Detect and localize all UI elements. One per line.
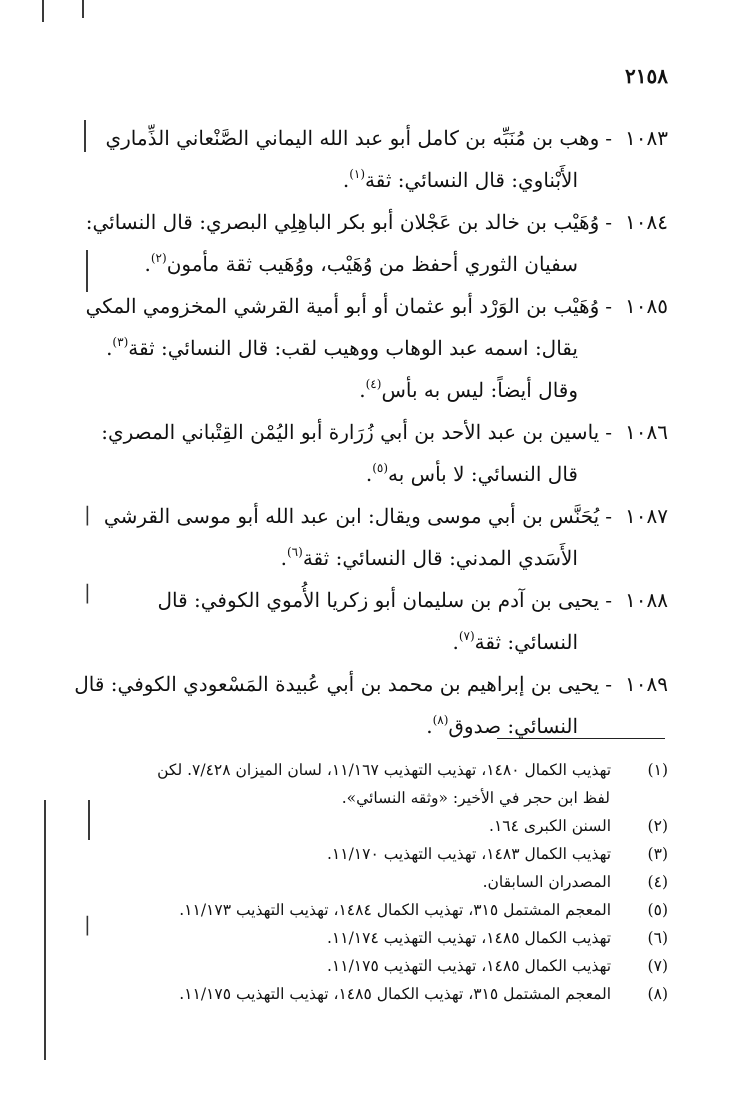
entry-text: النسائي: ثقة — [474, 630, 578, 654]
footnote-separator — [497, 738, 665, 739]
footnote — [0, 924, 668, 952]
entry-tail: . — [342, 168, 350, 192]
entry-text: قال النسائي: لا بأس به — [388, 462, 578, 486]
entry — [0, 414, 668, 492]
footnote-ref: (٨) — [432, 713, 449, 727]
entry — [0, 120, 668, 198]
entry — [0, 666, 668, 744]
entry-tail: . — [280, 546, 287, 570]
entry-number: ١٠٨٨ — [625, 588, 668, 612]
entry-text: يقال: اسمه عبد الوهاب ووهيب لقب: قال النسائي: ثقة — [128, 336, 578, 360]
entry-text: سفيان الثوري أحفظ من وُهَيْب، ووُهَيب ثقة مأمون — [166, 252, 578, 276]
entry-text: الأَبْناوي: قال النسائي: ثقة — [365, 168, 578, 192]
footnote-label: (١) — [647, 761, 668, 779]
entry-dash: - — [605, 126, 612, 150]
entry-tail: . — [426, 714, 433, 738]
entry-number: ١٠٨٥ — [625, 294, 668, 318]
footnote — [0, 952, 668, 980]
entry-text: النسائي: صدوق — [448, 714, 578, 738]
entry-tail: . — [359, 378, 366, 402]
entry-tail: . — [144, 252, 151, 276]
entry-line — [0, 618, 668, 660]
left-margin-line-top — [42, 0, 44, 22]
footnote-ref: (٦) — [286, 545, 303, 559]
footnote-text: تهذيب الكمال ١٤٨٣، تهذيب التهذيب ١١/١٧٠. — [326, 845, 612, 863]
footnote-text: المعجم المشتمل ٣١٥، تهذيب الكمال ١٤٨٤، تهذيب التهذيب ١١/١٧٣. — [179, 901, 612, 919]
entry-text: يحيى بن آدم بن سليمان أبو زكريا الأُموي الكوفي: قال — [157, 588, 600, 612]
entry-line — [0, 450, 668, 492]
footnote-text: تهذيب الكمال ١٤٨٥، تهذيب التهذيب ١١/١٧٥. — [326, 957, 612, 975]
entry-text: وقال أيضاً: ليس به بأس — [381, 378, 578, 402]
entry-tail: . — [452, 630, 459, 654]
entry-line — [0, 120, 668, 156]
entry — [0, 204, 668, 282]
footnote — [0, 868, 668, 896]
entry-tail: . — [365, 462, 373, 486]
right-margin-line-top — [82, 0, 84, 18]
footnote-label: (٣) — [647, 845, 668, 863]
entry-text: وُهَيْب بن خالد بن عَجْلان أبو بكر الباهِلِي البصري: قال النسائي: — [85, 210, 600, 234]
footnote-text: تهذيب الكمال ١٤٨٠، تهذيب التهذيب ١١/١٦٧، لسان الميزان ٧/٤٢٨. لكن — [157, 761, 612, 779]
entry-dash: - — [605, 588, 612, 612]
entry-line — [0, 534, 668, 576]
entry-dash: - — [605, 504, 612, 528]
footnote — [0, 812, 668, 840]
footnote-ref: (٢) — [150, 251, 167, 265]
footnote — [0, 840, 668, 868]
entry-text: ياسين بن عبد الأحد بن أبي زُرَارة أبو اليُمْن القِتْباني المصري: — [101, 420, 600, 444]
footnote-label: (٦) — [647, 929, 668, 947]
footnote-label: (٢) — [647, 817, 668, 835]
entry — [0, 582, 668, 660]
footnote-label: (٧) — [647, 957, 668, 975]
entry-dash: - — [605, 294, 612, 318]
entry-text: يحيى بن إبراهيم بن محمد بن أبي عُبيدة المَسْعودي الكوفي: قال — [74, 672, 600, 696]
footnote-text: لفظ ابن حجر في الأخير: «وثقه النسائي». — [341, 789, 610, 807]
entry-dash: - — [605, 672, 612, 696]
footnotes — [0, 756, 668, 1008]
entry-text: يُحَنَّس بن أبي موسى ويقال: ابن عبد الله أبو موسى القرشي — [103, 504, 600, 528]
footnote-text: المصدران السابقان. — [482, 873, 612, 891]
entry-line — [0, 666, 668, 702]
entry-text: الأَسَدي المدني: قال النسائي: ثقة — [302, 546, 578, 570]
entry-line — [0, 204, 668, 240]
entry-line — [0, 366, 668, 408]
entry-line — [0, 156, 668, 198]
entry-number: ١٠٨٦ — [625, 420, 668, 444]
footnote-text: السنن الكبرى ١٦٤. — [489, 817, 612, 835]
footnote — [0, 980, 668, 1008]
narrator-entries — [0, 120, 668, 744]
footnote-ref: (٧) — [458, 629, 475, 643]
footnote — [0, 896, 668, 924]
entry-number: ١٠٨٩ — [625, 672, 668, 696]
entry-number: ١٠٨٤ — [625, 210, 668, 234]
entry-line — [0, 324, 668, 366]
entry-line — [0, 288, 668, 324]
entry-text: وهب بن مُنَبِّه بن كامل أبو عبد الله اليماني الصَّنْعاني الذِّماري — [105, 126, 600, 150]
footnote-label: (٥) — [647, 901, 668, 919]
page-number: ٢١٥٨ — [625, 64, 668, 88]
entry-line — [0, 240, 668, 282]
entry-line — [0, 414, 668, 450]
entry-line — [0, 582, 668, 618]
entry-number: ١٠٨٣ — [625, 126, 668, 150]
footnote — [0, 756, 668, 812]
footnote-ref: (١) — [349, 167, 366, 181]
footnote-label: (٨) — [647, 985, 668, 1003]
footnote-ref: (٤) — [365, 377, 382, 391]
entry-tail: . — [106, 336, 113, 360]
entry — [0, 498, 668, 576]
entry-number: ١٠٨٧ — [625, 504, 668, 528]
entry-line — [0, 498, 668, 534]
footnote-ref: (٥) — [372, 461, 389, 475]
footnote-ref: (٣) — [112, 335, 129, 349]
margin-mark: | — [84, 502, 91, 526]
entry — [0, 288, 668, 408]
footnote-text: تهذيب الكمال ١٤٨٥، تهذيب التهذيب ١١/١٧٤. — [326, 929, 612, 947]
footnote-text: المعجم المشتمل ٣١٥، تهذيب الكمال ١٤٨٥، تهذيب التهذيب ١١/١٧٥. — [179, 985, 612, 1003]
entry-dash: - — [605, 420, 612, 444]
entry-text: وُهَيْب بن الوَرْد أبو عثمان أو أبو أمية القرشي المخزومي المكي — [85, 294, 600, 318]
entry-dash: - — [605, 210, 612, 234]
footnote-label: (٤) — [647, 873, 668, 891]
margin-mark: | — [84, 580, 91, 604]
margin-mark: | — [84, 912, 91, 936]
